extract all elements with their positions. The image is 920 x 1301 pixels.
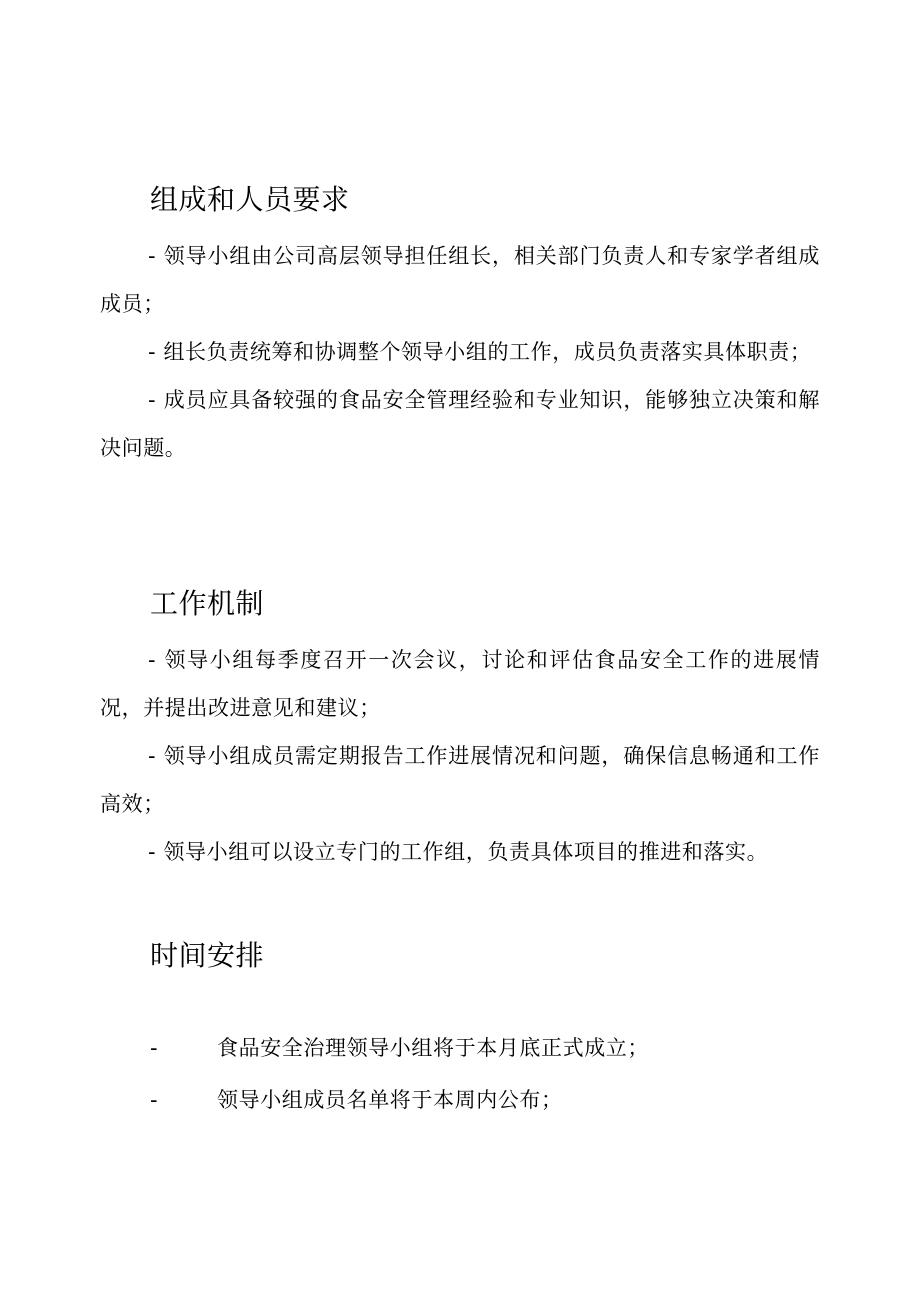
- paragraph: - 领导小组成员需定期报告工作进展情况和问题，确保信息畅通和工作高效；: [100, 744, 820, 816]
- section-composition: [100, 180, 820, 472]
- list-dash: -: [150, 1036, 159, 1060]
- section-heading: 组成和人员要求: [150, 183, 350, 216]
- section-heading: 工作机制: [150, 587, 265, 620]
- section-mechanism: [100, 584, 820, 876]
- list-item: [100, 1076, 820, 1124]
- section-heading: 时间安排: [150, 939, 265, 972]
- paragraph: - 领导小组由公司高层领导担任组长，相关部门负责人和专家学者组成成员；: [100, 244, 820, 316]
- paragraph: - 组长负责统筹和协调整个领导小组的工作，成员负责落实具体职责；: [148, 340, 812, 364]
- section-schedule: [100, 936, 820, 1124]
- list-item-text: 领导小组成员名单将于本周内公布；: [217, 1088, 563, 1112]
- paragraph: - 成员应具备较强的食品安全管理经验和专业知识，能够独立决策和解决问题。: [100, 388, 820, 460]
- list-item-text: 食品安全治理领导小组将于本月底正式成立；: [217, 1036, 649, 1060]
- list-item: [100, 1024, 820, 1072]
- paragraph: - 领导小组每季度召开一次会议，讨论和评估食品安全工作的进展情况，并提出改进意见和建议；: [100, 648, 820, 720]
- paragraph: - 领导小组可以设立专门的工作组，负责具体项目的推进和落实。: [148, 840, 769, 864]
- list-dash: -: [150, 1088, 159, 1112]
